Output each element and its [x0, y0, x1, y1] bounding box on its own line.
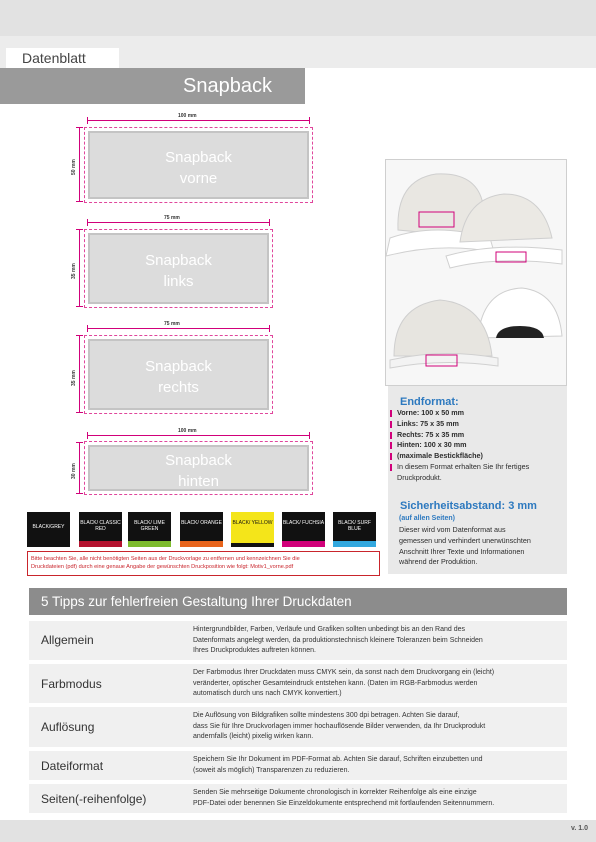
sicherheit-line: gemessen und verhindert unerwünschten	[399, 535, 531, 545]
endformat-line: Vorne: 100 x 50 mm	[388, 408, 567, 419]
endformat-line: In diesem Format erhalten Sie Ihr fertiges	[388, 462, 567, 473]
warning-line: Bitte beachten Sie, alle nicht benötigten Seiten aus der Druckvorlage zu entfernen und kennzeichnen Sie die	[31, 556, 300, 562]
tip-text: Die Auflösung von Bildgrafiken sollte mindestens 300 dpi betragen. Achten Sie darauf, dass Sie für Ihre Druckvorlagen immer hochauflösende Bilder verwenden, da Ihr Druckprodukt andernfalls (leicht) pixelig wirken kann.	[193, 712, 486, 740]
document-type-tag: Datenblatt	[6, 48, 119, 68]
sicherheit-sub: (auf allen Seiten)	[399, 515, 456, 522]
sicherheit-text	[390, 525, 565, 568]
width-tick-left	[87, 219, 88, 226]
width-tick-left	[87, 117, 88, 124]
tip-farbmodus	[29, 664, 567, 703]
template-title: Snapback	[165, 452, 232, 469]
endformat-line: Hinten: 100 x 30 mm	[388, 440, 567, 451]
endformat-line: Druckprodukt.	[397, 472, 442, 482]
swatch-black-orange	[180, 512, 223, 547]
swatch-label: BLACK/ SURF BLUE	[338, 520, 371, 532]
print-area-hinten	[88, 445, 309, 491]
swatch-label: BLACK/ ORANGE	[181, 520, 222, 526]
template-position: hinten	[178, 473, 219, 490]
sicherheit-line: während der Produktion.	[399, 557, 478, 567]
title-bar	[0, 68, 305, 104]
height-tick-bottom	[76, 412, 83, 413]
width-line-hinten	[87, 435, 310, 436]
endformat-heading: Endformat:	[400, 396, 459, 408]
height-label-vorne: 50 mm	[71, 159, 77, 175]
version-label: v. 1.0	[571, 825, 588, 832]
swatch-stripe	[128, 541, 171, 547]
height-tick-top	[76, 127, 83, 128]
tip-text: Der Farbmodus Ihrer Druckdaten muss CMYK sein, da sonst nach dem Druckvorgang ein (leicht) veränderter, optischer Gesamteindruck entstehen kann. (Daten im RGB-Farbmodus werden automatisch durch uns nach CMYK konvertiert.)	[193, 669, 495, 697]
tip-text: Speichern Sie Ihr Dokument im PDF-Format ab. Achten Sie darauf, Schriften einzubetten und (soweit als möglich) Transparenzen zu reduzieren.	[193, 756, 483, 774]
width-tick-left	[87, 325, 88, 332]
tip-key: Dateiformat	[41, 759, 104, 773]
width-label-vorne: 100 mm	[178, 113, 197, 119]
swatch-black-fuchsia	[282, 512, 325, 547]
template-title: Snapback	[145, 358, 212, 375]
tip-text: Hintergrundbilder, Farben, Verläufe und Grafiken sollten unbedingt bis an den Rand des Datenformats angelegt werden, da produktionstechnisch kleinere Toleranzen beim Schneiden Ihres Druckproduktes auftreten können.	[193, 626, 483, 654]
endformat-list	[388, 408, 567, 484]
width-tick-right	[309, 432, 310, 439]
swatch-stripe	[180, 541, 223, 547]
tip-seitenreihenfolge	[29, 784, 567, 813]
template-position: rechts	[158, 379, 199, 396]
height-line-rechts	[79, 335, 80, 413]
width-tick-right	[269, 219, 270, 226]
sicherheit-line: Anschnitt Ihrer Texte und Informationen	[399, 546, 525, 556]
endformat-line: Rechts: 75 x 35 mm	[388, 430, 567, 441]
height-tick-top	[76, 335, 83, 336]
sicherheit-line: Dieser wird vom Datenformat aus	[399, 525, 506, 534]
swatch-label: BLACK/ CLASSIC RED	[80, 520, 121, 532]
swatch-black-surf-blue	[333, 512, 376, 547]
width-tick-left	[87, 432, 88, 439]
tip-key: Seiten(-reihenfolge)	[41, 792, 147, 806]
tips-heading: 5 Tipps zur fehlerfreien Gestaltung Ihrer Druckdaten	[29, 588, 567, 615]
height-tick-bottom	[76, 306, 83, 307]
top-band	[0, 0, 596, 36]
swatch-black-grey	[27, 512, 70, 547]
swatch-label: BLACK/GREY	[32, 524, 65, 530]
height-line-links	[79, 229, 80, 307]
height-label-links: 35 mm	[71, 263, 77, 279]
tip-allgemein	[29, 621, 567, 660]
swatch-label: BLACK/ FUCHSIA	[282, 520, 325, 526]
swatch-stripe	[231, 543, 274, 547]
width-line-links	[87, 222, 270, 223]
width-tick-right	[269, 325, 270, 332]
height-tick-bottom	[76, 493, 83, 494]
height-label-rechts: 35 mm	[71, 370, 77, 386]
warning-box	[27, 551, 380, 576]
height-line-hinten	[79, 442, 80, 494]
tip-dateiformat	[29, 751, 567, 780]
swatch-label: BLACK/ YELLOW	[232, 520, 273, 526]
page-title: Snapback	[183, 75, 272, 97]
height-label-hinten: 30 mm	[71, 463, 77, 479]
swatch-stripe	[282, 541, 325, 547]
specs-panel	[388, 386, 567, 574]
swatch-black-classic-red	[79, 512, 122, 547]
swatch-label: BLACK/ LIME GREEN	[134, 520, 165, 532]
template-position: vorne	[179, 170, 218, 187]
width-label-rechts: 75 mm	[164, 321, 180, 327]
height-tick-top	[76, 229, 83, 230]
width-line-vorne	[87, 120, 310, 121]
sicherheit-heading: Sicherheitsabstand: 3 mm	[400, 500, 537, 512]
print-area-vorne	[88, 131, 309, 199]
endformat-line: (maximale Bestickfläche)	[388, 451, 567, 462]
template-position: links	[163, 273, 194, 290]
height-tick-bottom	[76, 201, 83, 202]
swatch-black-lime-green	[128, 512, 171, 547]
width-label-hinten: 100 mm	[178, 428, 197, 434]
tip-text: Senden Sie mehrseitige Dokumente chronologisch in korrekter Reihenfolge als eine einzige PDF-Datei oder benennen Sie Einzeldokumente entsprechend mit fortlaufenden Seitennummern.	[193, 789, 495, 807]
tip-key: Auflösung	[41, 720, 95, 734]
width-tick-right	[309, 117, 310, 124]
tip-aufloesung	[29, 707, 567, 747]
width-label-links: 75 mm	[164, 215, 180, 221]
endformat-line: Links: 75 x 35 mm	[388, 419, 567, 430]
print-area-rechts	[88, 339, 269, 410]
swatch-black-yellow	[231, 512, 274, 547]
snapback-cap-illustration	[386, 160, 566, 385]
product-photo	[385, 159, 567, 386]
height-tick-top	[76, 442, 83, 443]
warning-line: Druckdateien (pdf) durch eine genaue Angabe der gewünschten Druckposition wie folgt: Motiv1_vorne.pdf	[31, 564, 294, 570]
template-title: Snapback	[145, 252, 212, 269]
height-line-vorne	[79, 127, 80, 202]
swatch-stripe	[79, 541, 122, 547]
print-area-links	[88, 233, 269, 304]
tip-key: Allgemein	[41, 633, 94, 647]
template-title: Snapback	[165, 149, 232, 166]
swatch-stripe	[333, 541, 376, 547]
width-line-rechts	[87, 328, 270, 329]
footer	[0, 820, 596, 842]
tip-key: Farbmodus	[41, 677, 102, 691]
